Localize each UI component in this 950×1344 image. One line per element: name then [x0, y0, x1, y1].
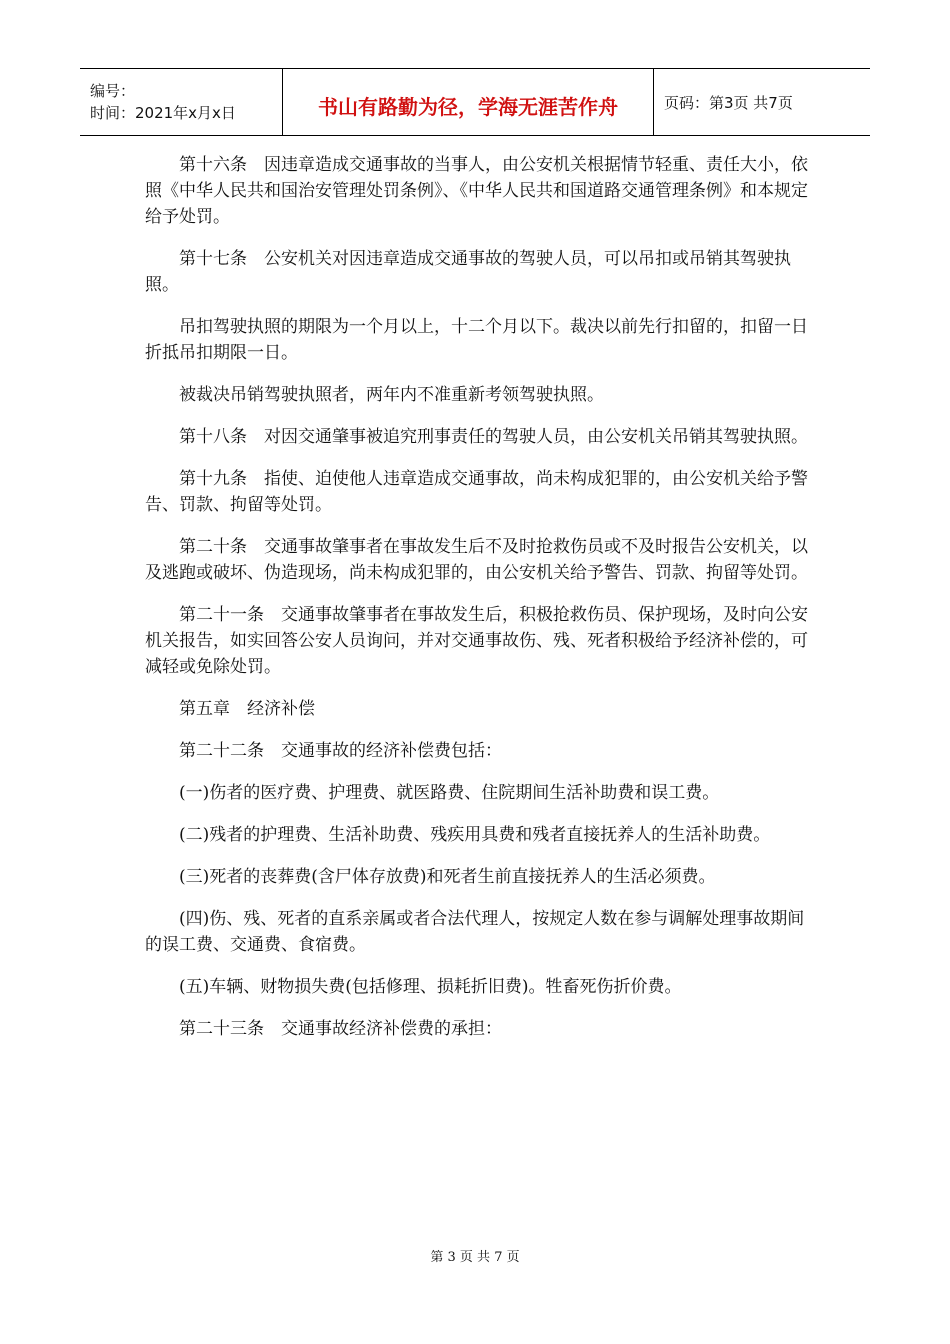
article-22-item-2: (二)残者的护理费、生活补助费、残疾用具费和残者直接抚养人的生活补助费。 [179, 825, 771, 845]
header-page-info [654, 69, 870, 135]
chapter-5-heading: 第五章 经济补偿 [179, 699, 315, 719]
page-info-text: 页码：第3页 共7页 [664, 93, 793, 112]
page-header [80, 68, 870, 136]
header-meta [80, 69, 282, 135]
article-17-suspension-period: 吊扣驾驶执照的期限为一个月以上，十二个月以下。裁决以前先行扣留的，扣留一日折抵吊扣期限一日。 [145, 317, 808, 363]
header-motto [282, 69, 654, 135]
article-19: 第十九条 指使、迫使他人违章造成交通事故，尚未构成犯罪的，由公安机关给予警告、罚款、拘留等处罚。 [145, 469, 808, 515]
serial-number-label: 编号： [90, 82, 136, 100]
article-18: 第十八条 对因交通肇事被追究刑事责任的驾驶人员，由公安机关吊销其驾驶执照。 [179, 427, 808, 447]
article-22-item-5: (五)车辆、财物损失费(包括修理、损耗折旧费)。牲畜死伤折价费。 [179, 977, 682, 997]
article-22: 第二十二条 交通事故的经济补偿费包括： [179, 741, 502, 761]
article-17: 第十七条 公安机关对因违章造成交通事故的驾驶人员，可以吊扣或吊销其驾驶执照。 [145, 249, 791, 295]
article-21: 第二十一条 交通事故肇事者在事故发生后，积极抢救伤员、保护现场，及时向公安机关报告，如实回答公安人员询问，并对交通事故伤、残、死者积极给予经济补偿的，可减轻或免除处罚。 [145, 605, 808, 677]
article-23: 第二十三条 交通事故经济补偿费的承担： [179, 1019, 502, 1039]
footer-page-number: 第 3 页 共 7 页 [430, 1250, 520, 1265]
article-20: 第二十条 交通事故肇事者在事故发生后不及时抢救伤员或不及时报告公安机关，以及逃跑或破坏、伪造现场，尚未构成犯罪的，由公安机关给予警告、罚款、拘留等处罚。 [145, 537, 808, 583]
document-body [145, 152, 810, 1058]
article-16: 第十六条 因违章造成交通事故的当事人，由公安机关根据情节轻重、责任大小，依照《中华人民共和国治安管理处罚条例》、《中华人民共和国道路交通管理条例》和本规定给予处罚。 [145, 155, 808, 227]
article-22-item-4: (四)伤、残、死者的直系亲属或者合法代理人，按规定人数在参与调解处理事故期间的误工费、交通费、食宿费。 [145, 909, 805, 955]
article-22-item-3: (三)死者的丧葬费(含尸体存放费)和死者生前直接抚养人的生活必须费。 [179, 867, 716, 887]
page-footer [0, 1246, 950, 1265]
article-17-revocation: 被裁决吊销驾驶执照者，两年内不准重新考领驾驶执照。 [179, 385, 604, 405]
motto-text: 书山有路勤为径，学海无涯苦作舟 [318, 94, 618, 119]
article-22-item-1: (一)伤者的医疗费、护理费、就医路费、住院期间生活补助费和误工费。 [179, 783, 720, 803]
date-label: 时间：2021年x月x日 [90, 104, 236, 122]
